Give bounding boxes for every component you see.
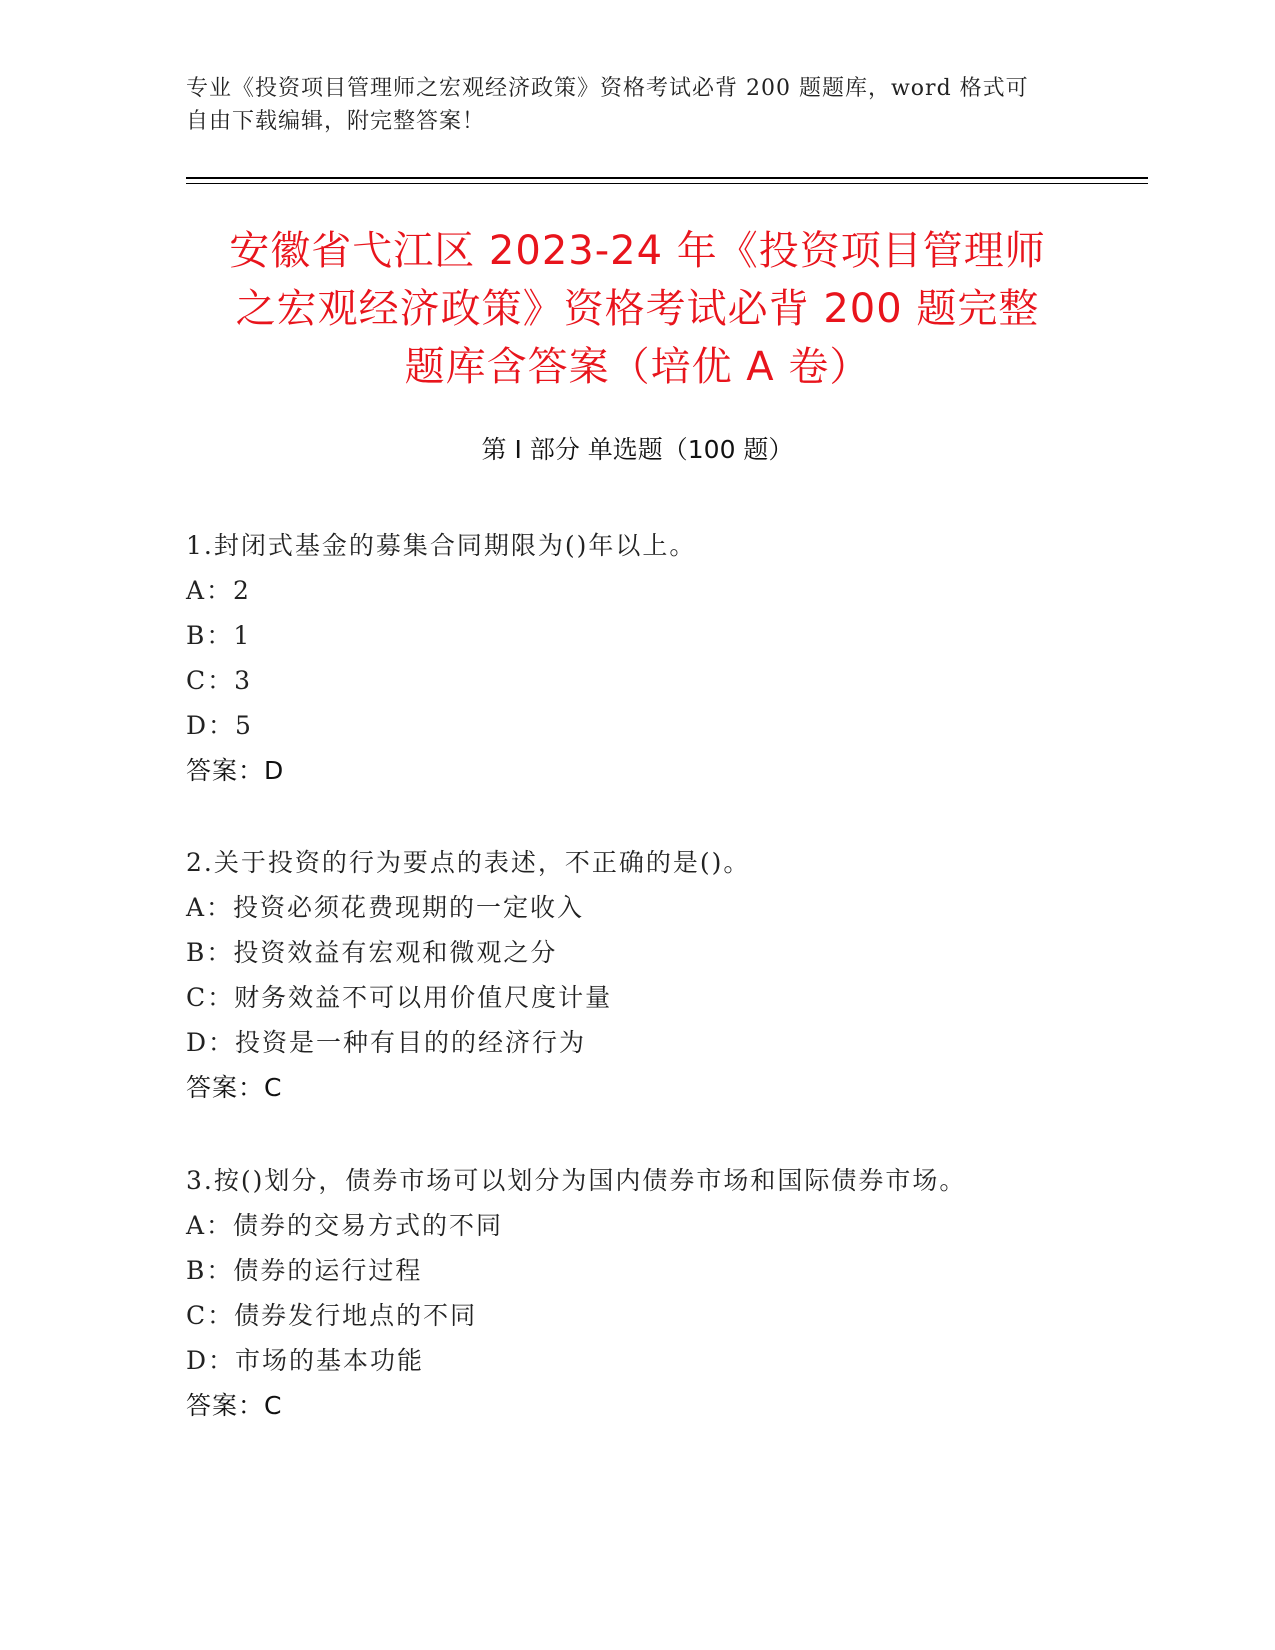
header-rule-thin (186, 183, 1148, 184)
answer-line: 答案：C (186, 1391, 283, 1420)
option-b: B：债券的运行过程 (186, 1256, 423, 1285)
document-title-line-1: 安徽省弋江区 2023-24 年《投资项目管理师 (229, 228, 1046, 274)
answer-line: 答案：C (186, 1073, 283, 1102)
header-note (186, 72, 1056, 138)
option-a: A：债券的交易方式的不同 (186, 1211, 504, 1240)
question-item (186, 1158, 1146, 1428)
option-d: D：5 (186, 711, 253, 740)
header-note-line-1: 专业《投资项目管理师之宏观经济政策》资格考试必背 200 题题库，word 格式可 (186, 76, 1029, 101)
question-item (186, 840, 1146, 1110)
document-title-line-3: 题库含答案（培优 A 卷） (404, 344, 871, 390)
option-d: D：市场的基本功能 (186, 1346, 425, 1375)
question-stem: 3.按()划分，债券市场可以划分为国内债券市场和国际债券市场。 (186, 1166, 967, 1195)
option-b: B：投资效益有宏观和微观之分 (186, 938, 558, 967)
document-title (160, 222, 1115, 396)
answer-line: 答案：D (186, 756, 285, 785)
question-stem: 2.关于投资的行为要点的表述，不正确的是()。 (186, 848, 751, 877)
header-note-line-2: 自由下载编辑，附完整答案！ (186, 109, 486, 134)
option-d: D：投资是一种有目的的经济行为 (186, 1028, 587, 1057)
option-a: A：2 (186, 576, 251, 605)
option-c: C：债券发行地点的不同 (186, 1301, 478, 1330)
header-rule-thick (186, 177, 1148, 179)
option-c: C：财务效益不可以用价值尺度计量 (186, 983, 613, 1012)
document-title-line-2: 之宏观经济政策》资格考试必背 200 题完整 (235, 286, 1040, 332)
question-stem: 1.封闭式基金的募集合同期限为()年以上。 (186, 531, 697, 560)
option-c: C：3 (186, 666, 253, 695)
question-item (186, 523, 1146, 793)
section-heading: 第 I 部分 单选题（100 题） (481, 435, 794, 464)
option-a: A：投资必须花费现期的一定收入 (186, 893, 585, 922)
option-b: B：1 (186, 621, 252, 650)
